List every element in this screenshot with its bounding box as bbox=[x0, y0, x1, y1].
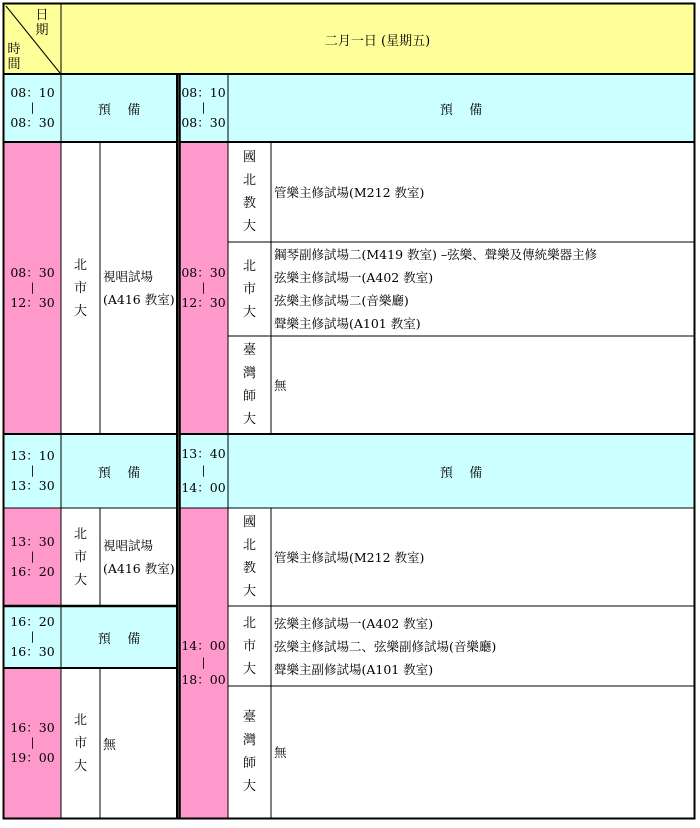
right-block1-school-ntue: 國 北 教 大 bbox=[228, 142, 271, 242]
left-prep2-label: 預 備 bbox=[61, 434, 177, 508]
left-prep3-time: 16：20 | 16：30 bbox=[4, 606, 61, 668]
right-block2-school-utaipei: 北 市 大 bbox=[228, 606, 271, 686]
left-session3-school: 北 市 大 bbox=[61, 668, 100, 818]
right-block2-time: 14：00 | 18：00 bbox=[179, 508, 228, 818]
venue-line: 鋼琴副修試場二(M419 教室) –弦樂、聲樂及傳統樂器主修 bbox=[274, 247, 598, 262]
left-session2-school: 北 市 大 bbox=[61, 508, 100, 606]
left-prep3-label: 預 備 bbox=[61, 606, 177, 668]
venue-room: (A416 教室) bbox=[103, 292, 175, 307]
left-session1-school: 北 市 大 bbox=[61, 142, 100, 434]
right-block1-school-utaipei: 北 市 大 bbox=[228, 242, 271, 336]
left-prep2-time: 13：10 | 13：30 bbox=[4, 434, 61, 508]
venue-line: 無 bbox=[274, 744, 287, 760]
left-session2-time: 13：30 | 16：20 bbox=[4, 508, 61, 606]
venue-line: 管樂主修試場(M212 教室) bbox=[274, 549, 425, 565]
left-session3-venue: 無 bbox=[100, 668, 177, 818]
venue-line: 管樂主修試場(M212 教室) bbox=[274, 184, 425, 200]
right-block2-school-ntue: 國 北 教 大 bbox=[228, 508, 271, 606]
venue-line: 聲樂主副修試場(A101 教室) bbox=[274, 661, 434, 677]
right-block2-school-ntnu: 臺 灣 師 大 bbox=[228, 686, 271, 818]
right-prep2-label: 預 備 bbox=[228, 434, 694, 508]
corner-time-label: 時 間 bbox=[7, 42, 21, 72]
left-prep1-time: 08：10 | 08：30 bbox=[4, 74, 61, 142]
venue-name: 視唱試場 bbox=[103, 269, 154, 284]
right-prep1-time: 08：10 | 08：30 bbox=[179, 74, 228, 142]
right-prep2-time: 13：40 | 14：00 bbox=[179, 434, 228, 508]
right-prep1-label: 預 備 bbox=[228, 74, 694, 142]
venue-line: 弦樂主修試場二(音樂廳) bbox=[274, 293, 409, 308]
left-prep1-label: 預 備 bbox=[61, 74, 177, 142]
left-session3-time: 16：30 | 19：00 bbox=[4, 668, 61, 818]
left-session1-time: 08：30 | 12：30 bbox=[4, 142, 61, 434]
venue-line: 弦樂主修試場一(A402 教室) bbox=[274, 270, 434, 285]
venue-line: 弦樂主修試場一(A402 教室) bbox=[274, 615, 434, 631]
corner-date-label: 日 期 bbox=[35, 8, 49, 38]
venue-line: 弦樂主修試場二、弦樂副修試場(音樂廳) bbox=[274, 638, 497, 654]
header-date: 二月一日 (星期五) bbox=[61, 4, 694, 74]
venue-room: (A416 教室) bbox=[103, 561, 175, 576]
right-block1-time: 08：30 | 12：30 bbox=[179, 142, 228, 434]
venue-line: 無 bbox=[274, 377, 287, 393]
right-block1-school-ntnu: 臺 灣 師 大 bbox=[228, 336, 271, 434]
venue-line: 聲樂主修試場(A101 教室) bbox=[274, 316, 421, 331]
venue-name: 視唱試場 bbox=[103, 538, 154, 553]
